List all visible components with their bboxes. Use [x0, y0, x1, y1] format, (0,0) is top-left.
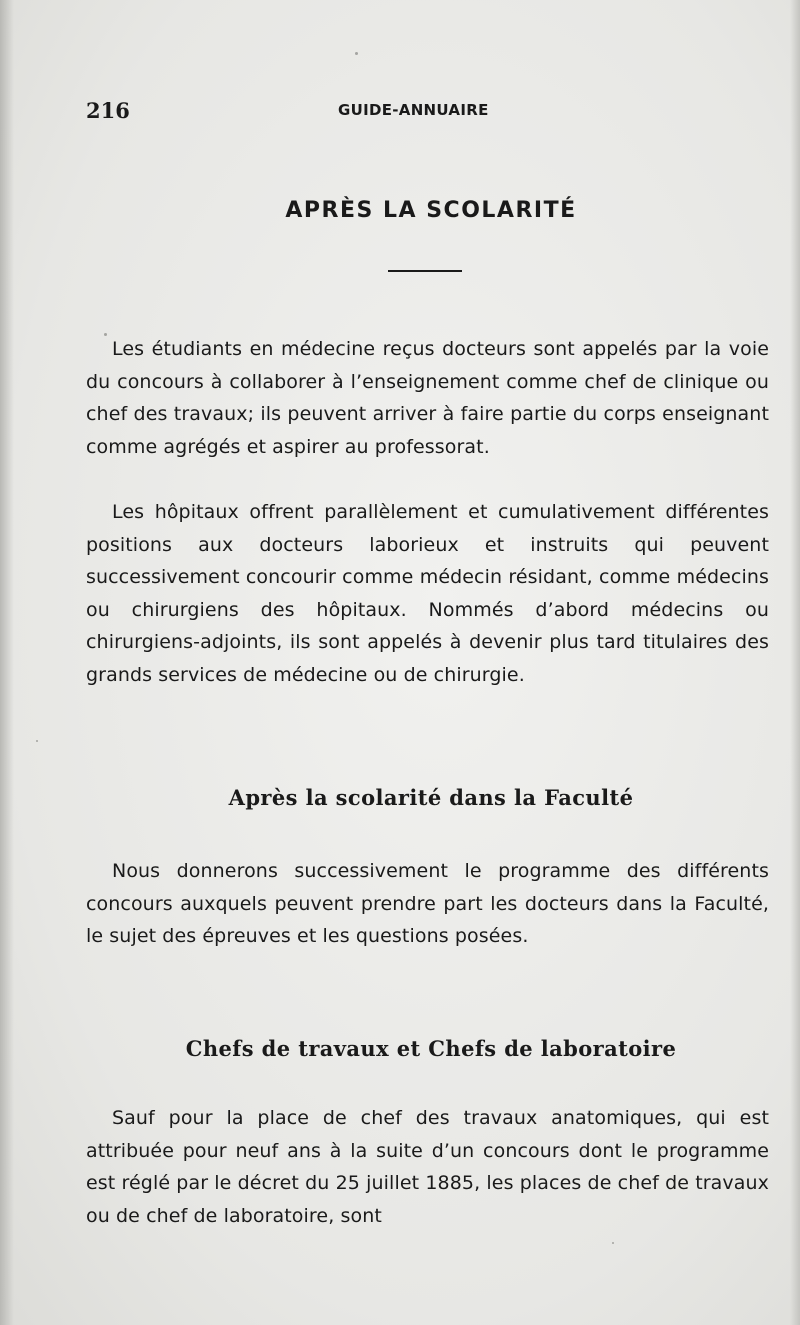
print-speck: [36, 740, 38, 742]
subsection-paragraph-faculte: Nous donnerons successivement le programme des différents concours auxquels peuvent prendre part les docteurs dans la Faculté, le sujet des épreuves et les questions posées.: [86, 860, 769, 948]
running-header: [86, 98, 776, 128]
page-number: 216: [86, 98, 130, 123]
print-speck: [612, 1242, 614, 1244]
subsection-title-chefs: Chefs de travaux et Chefs de laboratoire: [185, 1036, 677, 1061]
title-divider-rule: [388, 270, 462, 272]
section-paragraph-2: Les hôpitaux offrent parallèlement et cumulativement différentes positions aux docteurs laborieux et instruits qui peuvent successivement concourir comme médecin résidant, comme médecins ou chirurgiens des hôpitaux. Nommés d’abord médecins ou chirurgiens-adjoints, ils sont appelés à devenir plus tard titulaires des grands services de médecine ou de chirurgie.: [86, 501, 769, 686]
section-title: APRÈS LA SCOLARITÉ: [285, 198, 577, 223]
subsection-title-faculte: Après la scolarité dans la Faculté: [228, 785, 634, 810]
print-speck: [104, 333, 107, 336]
page-gutter-shadow: [0, 0, 14, 1325]
page-edge-shadow: [790, 0, 800, 1325]
subsection-paragraph-chefs: Sauf pour la place de chef des travaux anatomiques, qui est attribuée pour neuf ans à la suite d’un concours dont le programme est réglé par le décret du 25 juillet 1885, les places de chef de travaux ou de chef de laboratoire, sont: [86, 1107, 769, 1227]
print-speck: [355, 52, 358, 55]
section-paragraph-1: Les étudiants en médecine reçus docteurs sont appelés par la voie du concours à collaborer à l’enseignement comme chef de clinique ou chef des travaux; ils peuvent arriver à faire partie du corps enseignant comme agrégés et aspirer au professorat.: [86, 338, 769, 458]
running-title: GUIDE-ANNUAIRE: [338, 101, 489, 119]
